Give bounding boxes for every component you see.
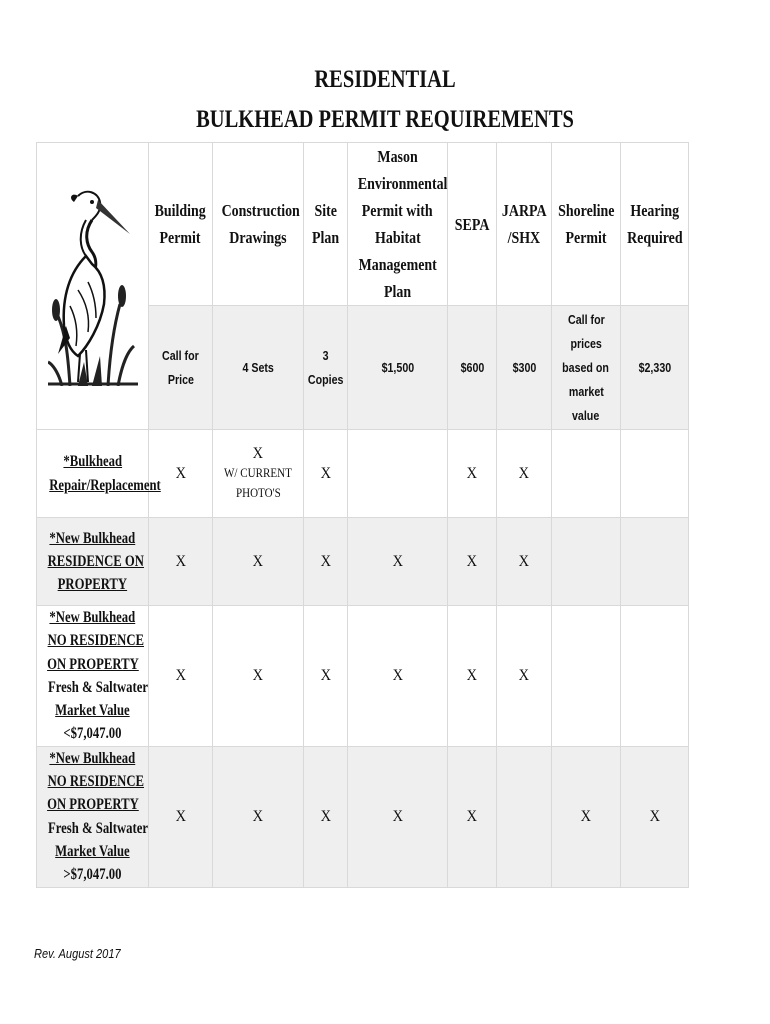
requirement-cell [149, 518, 213, 606]
column-header [348, 143, 448, 306]
row-label-line: Fresh & Saltwater [47, 819, 148, 837]
requirement-mark: X [392, 552, 403, 570]
requirement-cell [621, 606, 689, 747]
requirement-cell [213, 430, 304, 518]
requirement-cell [304, 430, 348, 518]
column-header-line: Hearing [630, 201, 679, 220]
requirement-mark: X [252, 552, 264, 570]
row-label-line: ON PROPERTY [47, 796, 139, 814]
requirement-mark: X [466, 552, 478, 570]
requirement-mark: X [175, 552, 186, 570]
row-label-line: PROPERTY [57, 576, 128, 594]
column-header-line: Construction [221, 201, 300, 220]
requirement-cell [552, 518, 621, 606]
requirement-cell [304, 606, 348, 747]
requirement-cell [552, 746, 621, 887]
requirement-note: PHOTO'S [235, 484, 281, 500]
column-header [497, 143, 552, 306]
price-line: Call for [162, 347, 199, 363]
row-label-line: *Bulkhead [63, 453, 122, 471]
price-line: market [568, 383, 604, 399]
column-header-line: Mason [377, 147, 418, 166]
requirement-cell [621, 430, 689, 518]
table-row [37, 746, 689, 887]
requirement-cell [497, 430, 552, 518]
heron-cell [37, 143, 149, 430]
price-line: $600 [460, 359, 484, 375]
column-header-line: Drawings [229, 228, 287, 247]
row-label-line: <$7,047.00 [63, 725, 122, 743]
requirement-mark: X [518, 464, 530, 482]
row-label-line: *New Bulkhead [49, 529, 136, 547]
column-header [304, 143, 348, 306]
revision-note: Rev. August 2017 [34, 946, 121, 961]
requirement-cell [348, 746, 448, 887]
column-header-line: Building [154, 201, 207, 220]
page-title-line-2: BULKHEAD PERMIT REQUIREMENTS [196, 106, 574, 133]
column-header [149, 143, 213, 306]
requirement-mark: X [252, 807, 264, 825]
column-header-line: Permit with [362, 201, 433, 220]
column-header-line: /SHX [507, 228, 541, 247]
column-header [552, 143, 621, 306]
column-header-line: Management [358, 255, 437, 274]
requirement-cell [552, 606, 621, 747]
requirement-cell [348, 606, 448, 747]
requirement-mark: X [320, 666, 331, 684]
requirement-cell [213, 746, 304, 887]
row-label-line: *New Bulkhead [49, 749, 136, 767]
requirement-mark: X [175, 464, 186, 482]
requirement-cell [497, 518, 552, 606]
price-line: $1,500 [381, 359, 414, 375]
column-header-line: Environmental [357, 174, 448, 193]
requirement-mark: X [320, 552, 331, 570]
column-header [448, 143, 497, 306]
column-header-line: Permit [159, 228, 202, 247]
column-header-line: SEPA [454, 214, 490, 234]
price-line: Price [167, 371, 194, 387]
requirement-cell [304, 518, 348, 606]
price-line: Copies [307, 371, 344, 387]
row-label-line: NO RESIDENCE [47, 773, 144, 791]
requirement-mark: X [392, 666, 403, 684]
price-line: $300 [512, 359, 536, 375]
price-line: $2,330 [638, 359, 671, 375]
column-header-line: Habitat [374, 228, 421, 247]
price-line: based on [562, 359, 610, 375]
requirement-cell [621, 518, 689, 606]
price-line: 4 Sets [242, 359, 274, 375]
requirement-cell [149, 606, 213, 747]
price-line: 3 [322, 347, 329, 363]
requirement-mark: X [518, 552, 530, 570]
requirement-cell [213, 606, 304, 747]
requirement-cell [497, 606, 552, 747]
row-label [37, 746, 149, 887]
column-header [213, 143, 304, 306]
requirement-mark: X [252, 444, 264, 462]
requirement-cell [448, 518, 497, 606]
requirement-cell [348, 430, 448, 518]
requirement-cell [304, 746, 348, 887]
row-label-line: *New Bulkhead [49, 609, 136, 626]
requirement-cell [149, 746, 213, 887]
requirement-mark: X [580, 807, 592, 825]
table-row [37, 518, 689, 606]
row-label-line: Repair/Replacement [49, 476, 161, 494]
requirements-table [36, 142, 689, 888]
requirement-cell [348, 518, 448, 606]
row-label-line: NO RESIDENCE [47, 632, 144, 650]
column-header-line: Permit [565, 228, 607, 247]
row-label-line: Market Value [55, 842, 130, 860]
column-header-line: Plan [311, 228, 340, 247]
requirement-mark: X [466, 464, 478, 482]
requirement-mark: X [320, 807, 331, 825]
requirement-cell [621, 746, 689, 887]
column-header-line: Plan [383, 282, 412, 301]
requirement-cell [448, 430, 497, 518]
requirements-table-body [37, 143, 689, 888]
row-label [37, 430, 161, 518]
row-label-line: >$7,047.00 [63, 866, 122, 884]
table-row [37, 430, 689, 518]
requirement-note: W/ CURRENT [224, 464, 292, 480]
row-label-line: Market Value [55, 702, 130, 720]
price-cell [304, 306, 348, 430]
heron-icon [48, 186, 138, 386]
row-label [37, 518, 149, 606]
requirement-cell [213, 518, 304, 606]
price-cell [621, 306, 689, 430]
requirement-mark: X [466, 666, 478, 684]
price-cell [348, 306, 448, 430]
column-header-line: Required [627, 228, 683, 247]
requirement-cell [497, 746, 552, 887]
price-line: Call for [567, 311, 605, 327]
requirement-mark: X [252, 666, 264, 684]
column-header-line: JARPA [501, 201, 547, 220]
row-label-line: RESIDENCE ON [47, 552, 144, 570]
requirement-mark: X [175, 666, 186, 684]
requirement-cell [448, 746, 497, 887]
requirement-mark: X [392, 807, 403, 825]
row-label-line: ON PROPERTY [47, 655, 139, 673]
requirement-mark: X [466, 807, 478, 825]
column-header-line: Shoreline [558, 201, 615, 220]
requirement-mark: X [175, 807, 186, 825]
table-row [37, 606, 689, 747]
requirement-mark: X [518, 666, 530, 684]
price-line: value [572, 407, 600, 423]
column-header [621, 143, 689, 306]
row-label-line: Fresh & Saltwater [47, 678, 148, 696]
page-title-line-1: RESIDENTIAL [314, 66, 456, 93]
price-cell [448, 306, 497, 430]
price-cell [497, 306, 552, 430]
price-cell [552, 306, 621, 430]
header-row [37, 143, 689, 306]
price-cell [213, 306, 304, 430]
price-line: prices [570, 335, 602, 351]
column-header-line: Site [314, 201, 337, 220]
requirement-cell [448, 606, 497, 747]
price-cell [149, 306, 213, 430]
row-label [37, 606, 149, 747]
requirement-cell [552, 430, 621, 518]
requirement-mark: X [649, 807, 660, 825]
requirement-mark: X [320, 464, 331, 482]
